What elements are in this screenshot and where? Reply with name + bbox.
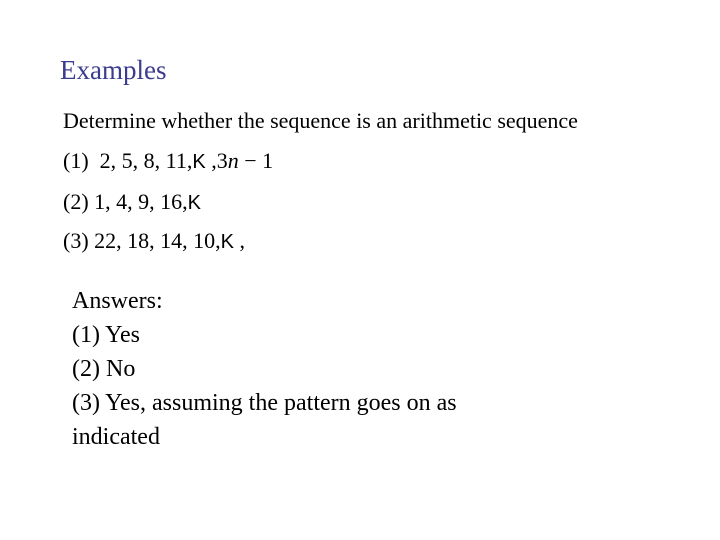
sequence-terms: 22, 18, 14, 10,: [94, 228, 221, 253]
answer-line: indicated: [72, 424, 160, 450]
answer-line: (2) No: [72, 356, 136, 382]
item-number: (3): [63, 228, 89, 253]
ellipsis-glyph: K: [220, 231, 234, 253]
sequence-terms: 2, 5, 8, 11,: [99, 148, 193, 173]
problem-item-3: [63, 230, 245, 252]
item-number: (2): [63, 189, 89, 214]
answers-block: [72, 284, 457, 454]
ellipsis-glyph: K: [192, 151, 206, 173]
problem-item-2: [63, 191, 201, 213]
nth-term-variable: n: [227, 148, 239, 173]
separator: ,: [205, 148, 217, 173]
item-number: (1): [63, 148, 89, 173]
ellipsis-glyph: K: [187, 192, 201, 214]
sequence-terms: 1, 4, 9, 16,: [94, 189, 188, 214]
problem-item-1: [63, 150, 273, 172]
answer-line: (1) Yes: [72, 322, 141, 348]
slide-title: Examples: [60, 55, 167, 85]
separator: ,: [234, 228, 245, 253]
problem-prompt: Determine whether the sequence is an arithmetic sequence: [63, 108, 578, 133]
nth-term-coefficient: 3: [216, 148, 228, 173]
nth-term-tail: − 1: [238, 148, 274, 173]
answers-heading: Answers:: [72, 288, 163, 314]
answer-line: (3) Yes, assuming the pattern goes on as: [72, 390, 457, 416]
